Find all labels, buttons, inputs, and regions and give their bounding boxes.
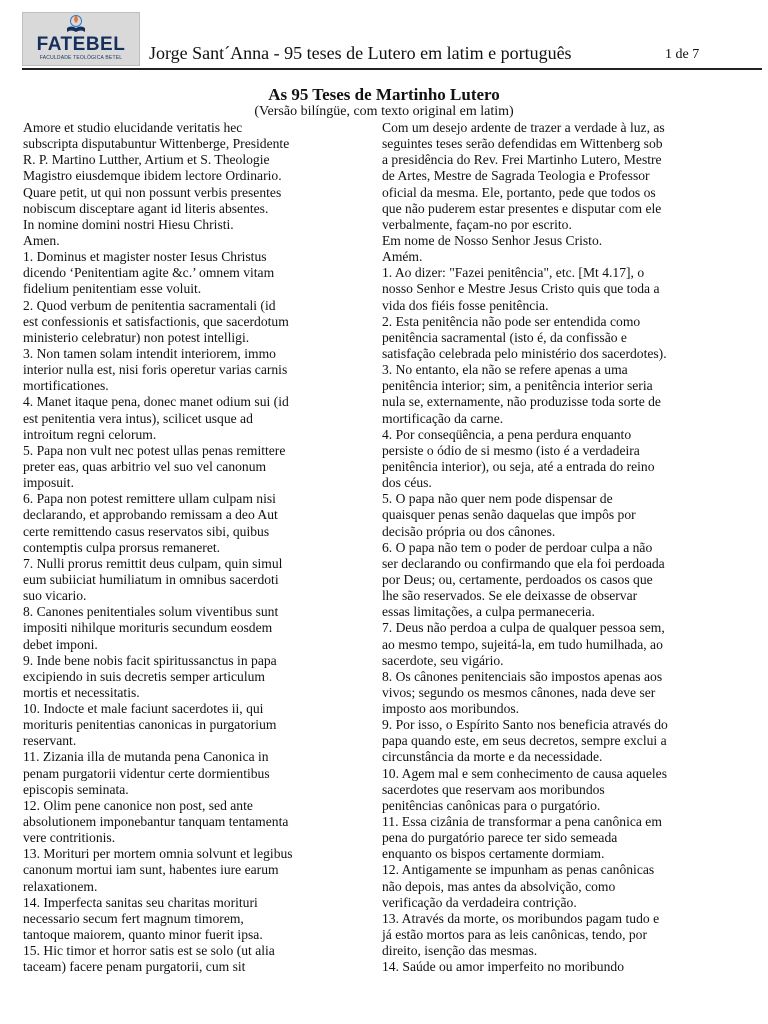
latin-text-line: canonum mortui iam sunt, habentes iure earum [23,862,279,878]
portuguese-text-line: 4. Por conseqüência, a pena perdura enquanto [382,426,632,442]
latin-text-line: est confessionis et satisfactionis, que sacerdotum [23,313,289,329]
portuguese-text-line: penitências canônicas para o purgatório. [382,797,601,813]
latin-text-line: introitum regni celorum. [23,426,157,442]
portuguese-text-line: 2. Esta penitência não pode ser entendida como [382,313,641,329]
document-title: As 95 Teses de Martinho Lutero [268,85,500,104]
latin-text-line: declarando, et approbando remissam a deo Aut [23,507,278,523]
latin-text-line: debet imponi. [23,636,98,652]
portuguese-text-line: decisão própria ou dos cânones. [382,523,556,539]
portuguese-text-line: satisfação celebrada pelo ministério dos sacerdotes). [382,345,667,361]
portuguese-text-line: lhe são reservados. Se ele deixasse de observar [382,588,638,604]
latin-text-line: Amore et studio elucidande veritatis hec [23,120,243,135]
page-header [22,12,762,70]
latin-text-line: 9. Inde bene nobis facit spiritussanctus in papa [23,652,277,668]
portuguese-text-line: 10. Agem mal e sem conhecimento de causa aqueles [382,765,667,781]
latin-text-line: necessario secum fert magnum timorem, [23,910,244,926]
portuguese-text-line: Amém. [382,249,423,265]
latin-text-line: In nomine domini nostri Hiesu Christi. [23,216,234,232]
latin-text-line: subscripta disputabuntur Wittenberge, Presidente [23,136,290,152]
portuguese-text-line: seguintes teses serão defendidas em Wittenberg sob [382,136,663,152]
latin-text-line: 4. Manet itaque pena, donec manet odium sui (id [23,394,289,410]
book-flame-icon [65,14,87,34]
latin-text-line: 8. Canones penitentiales solum viventibus sunt [23,604,279,620]
latin-text-line: 13. Morituri per mortem omnia solvunt et legibus [23,846,293,862]
latin-text-line: fidelium penitentiam esse voluit. [23,281,202,297]
latin-column [23,120,343,975]
logo-subtitle: FACULDADE TEOLÓGICA BETEL [39,55,123,61]
portuguese-text-line: 3. No entanto, ela não se refere apenas a uma [382,362,628,378]
latin-text-line: 11. Zizania illa de mutanda pena Canonica in [23,749,269,765]
latin-text-line: preter eas, quas arbitrio vel suo vel canonum [23,458,267,474]
latin-text-line: 6. Papa non potest remittere ullam culpam nisi [23,491,276,507]
logo-text: FATEBEL [36,34,126,55]
portuguese-text-line: imposto aos moribundos. [382,701,520,717]
latin-text-line: Magistro eiusdemque ibidem lectore Ordinario. [23,168,282,184]
latin-text-line: 2. Quod verbum de penitentia sacramentali (id [23,297,276,313]
portuguese-column [382,120,722,975]
portuguese-text-line: 8. Os cânones penitenciais são impostos apenas aos [382,668,663,684]
latin-text-line: 3. Non tamen solam intendit interiorem, immo [23,345,276,361]
portuguese-text-line: de Artes, Mestre de Sagrada Teologia e Professor [382,168,650,184]
latin-text-line: dicendo ‘Penitentiam agite &c.’ omnem vitam [23,265,275,281]
latin-text-line: ministerio celebratur) non potest intelligi. [23,329,250,345]
latin-text-line: 7. Nulli prorus remittit deus culpam, quin simul [23,555,283,571]
portuguese-text-line: 9. Por isso, o Espírito Santo nos beneficia através do [382,717,668,733]
latin-text-line: R. P. Martino Lutther, Artium et S. Theologie [23,152,270,168]
latin-text-line: reservant. [23,733,77,749]
portuguese-text-line: penitência sacramental (isto é, da confissão e [382,329,627,345]
latin-text-line: impositi nihilque morituris secundum eosdem [23,620,273,636]
portuguese-text-line: dos céus. [382,475,432,491]
latin-text-line: episcopis seminata. [23,781,129,797]
portuguese-text-line: 6. O papa não tem o poder de perdoar culpa a não [382,539,653,555]
latin-text-line: taceam) facere penam purgatorii, cum sit [23,959,246,975]
latin-text-line: Amen. [23,232,60,248]
portuguese-text-line: por Deus; ou, certamente, perdoados os casos que [382,571,653,587]
portuguese-text-line: direito, isenção das mesmas. [382,943,538,959]
portuguese-text-line: verbalmente, façam-no por escrito. [382,216,572,232]
latin-text-line: vere contritionis. [23,830,116,846]
latin-text-line: eum subiiciat humiliatum in omnibus sacerdoti [23,571,279,587]
page-number: 1 de 7 [665,47,700,62]
portuguese-text-line: vida dos fiéis fosse penitência. [382,297,549,313]
portuguese-text-line: pena do purgatório parece ter sido semeada [382,830,618,846]
latin-text-line: nobiscum disceptare agant id literis absentes. [23,200,269,216]
portuguese-text-line: verificação da verdadeira contrição. [382,894,577,910]
latin-text-line: 12. Olim pene canonice non post, sed ante [23,797,253,813]
portuguese-text-line: Em nome de Nosso Senhor Jesus Cristo. [382,232,603,248]
portuguese-text-line: a presidência do Rev. Frei Martinho Lutero, Mestre [382,152,662,168]
latin-text-line: interior nulla est, nisi foris operetur varias carnis [23,362,288,378]
latin-text-line: mortificationes. [23,378,109,394]
portuguese-text-line: penitência interior; sim, a penitência interior seria [382,378,653,394]
portuguese-text-line: vivos; segundo os mesmos cânones, nada deve ser [382,684,656,700]
portuguese-text-line: nosso Senhor e Mestre Jesus Cristo quis que toda a [382,281,660,297]
latin-text-line: 15. Hic timor et horror satis est se solo (ut alia [23,943,275,959]
latin-text-line: 10. Indocte et male faciunt sacerdotes ii, qui [23,701,264,717]
latin-text-line: suo vicario. [23,588,87,604]
portuguese-text-line: não depois, mas antes da absolvição, como [382,878,616,894]
latin-text-line: absolutionem imponebantur tanquam tentamenta [23,814,289,830]
latin-text-line: morituris penitentias canonicas in purgatorium [23,717,277,733]
latin-text-line: contemptis culpa prorsus remaneret. [23,539,221,555]
portuguese-text-line: 7. Deus não perdoa a culpa de qualquer pessoa sem, [382,620,665,636]
portuguese-text-line: já estão mortos para as leis canônicas, tendo, por [382,927,647,943]
latin-text-line: 14. Imperfecta sanitas seu charitas morituri [23,894,258,910]
portuguese-text-line: Com um desejo ardente de trazer a verdade à luz, as [382,120,665,135]
latin-text-line: 5. Papa non vult nec potest ullas penas remittere [23,442,286,458]
portuguese-text-line: 14. Saúde ou amor imperfeito no moribundo [382,959,624,975]
latin-text-line: mortis et necessitatis. [23,684,140,700]
latin-text-line: est penitentia vera intus), scilicet usque ad [23,410,253,426]
latin-text-line: penam purgatorii videntur certe dormientibus [23,765,270,781]
portuguese-text-line: que não puderem estar presentes e disputar com ele [382,200,662,216]
portuguese-text-line: ao mesmo tempo, sujeitá-la, em tudo humilhada, ao [382,636,663,652]
portuguese-text-line: mortificação da carne. [382,410,504,426]
document-subtitle: (Versão bilíngüe, com texto original em latim) [254,104,514,119]
portuguese-text-line: circunstância da morte e da necessidade. [382,749,603,765]
latin-text-line: Quare petit, ut qui non possunt verbis presentes [23,184,282,200]
portuguese-text-line: sacerdote, seu vigário. [382,652,504,668]
latin-text-line: 1. Dominus et magister noster Iesus Christus [23,249,267,265]
portuguese-text-line: 5. O papa não quer nem pode dispensar de [382,491,613,507]
portuguese-text-line: 12. Antigamente se impunham as penas canônicas [382,862,655,878]
portuguese-text-line: ser declarando ou confirmando que ela foi perdoada [382,555,665,571]
latin-text-line: certe remittendo casus reservatos sibi, quibus [23,523,270,539]
portuguese-text-line: essas limitações, a culpa permaneceria. [382,604,595,620]
portuguese-text-line: 13. Através da morte, os moribundos pagam tudo e [382,910,660,926]
portuguese-text-line: enquanto os bispos certamente dormiam. [382,846,605,862]
portuguese-text-line: penitência interior), ou seja, até a entrada do reino [382,458,655,474]
portuguese-text-line: sacerdotes que reservam aos moribundos [382,781,605,797]
latin-text-line: imposuit. [23,475,74,491]
latin-text-line: tantoque maiorem, quanto minor fuerit ipsa. [23,927,263,943]
portuguese-text-line: papa quando este, em seus decretos, sempre exclui a [382,733,667,749]
latin-text-line: excipiendo in suis decretis semper articulum [23,668,265,684]
running-title: Jorge Sant´Anna - 95 teses de Lutero em latim e português [149,43,572,63]
portuguese-text-line: 11. Essa cizânia de transformar a pena canônica em [382,814,662,830]
portuguese-text-line: oficial da mesma. Ele, portanto, pede que todos os [382,184,656,200]
portuguese-text-line: nula se, externamente, não produzisse toda sorte de [382,394,661,410]
portuguese-text-line: persiste o ódio de si mesmo (isto é a verdadeira [382,442,640,458]
portuguese-text-line: 1. Ao dizer: "Fazei penitência", etc. [Mt 4.17], o [382,265,645,281]
fatebel-logo [22,12,140,66]
latin-text-line: relaxationem. [23,878,98,894]
portuguese-text-line: quaisquer penas senão daquelas que impôs por [382,507,636,523]
